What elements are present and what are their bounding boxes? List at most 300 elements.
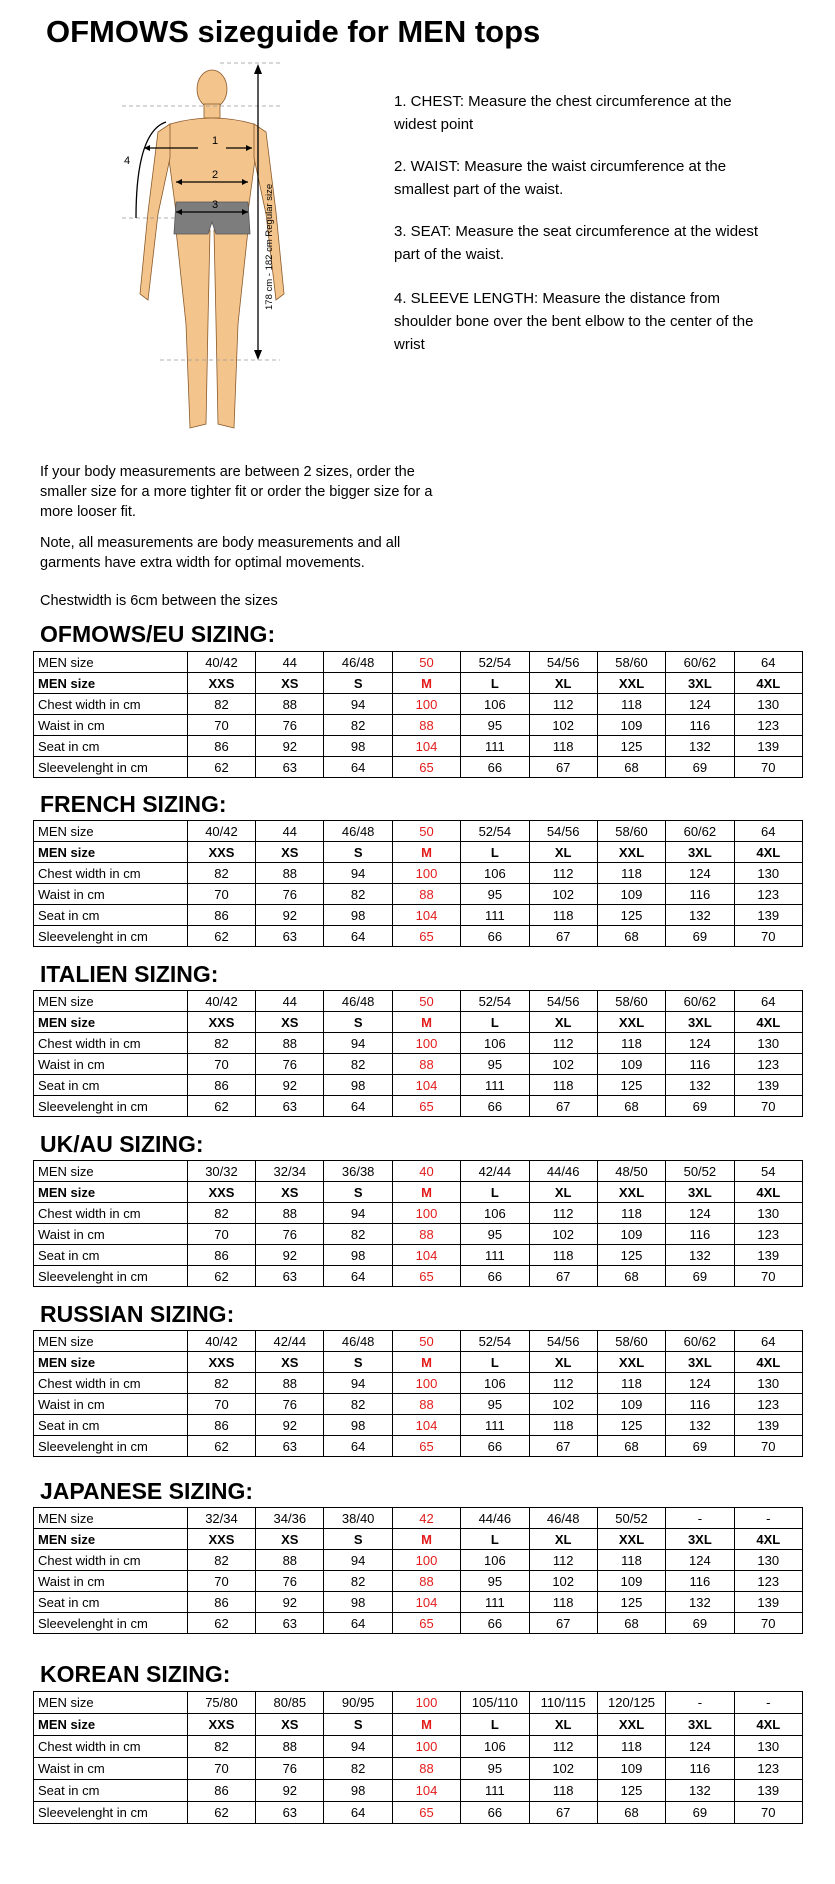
size-cell: 50 xyxy=(392,991,460,1012)
size-cell: XXS xyxy=(187,1529,255,1550)
size-cell: 116 xyxy=(666,1758,734,1780)
size-cell: 70 xyxy=(734,1436,802,1457)
size-cell: 130 xyxy=(734,694,802,715)
table-row xyxy=(34,842,803,863)
size-cell: M xyxy=(392,1012,460,1033)
row-label: Sleevelenght in cm xyxy=(34,926,188,947)
size-cell: 54/56 xyxy=(529,1331,597,1352)
size-cell: 60/62 xyxy=(666,991,734,1012)
size-cell: 92 xyxy=(256,1075,324,1096)
size-cell: 66 xyxy=(461,926,529,947)
row-label: MEN size xyxy=(34,1692,188,1714)
size-cell: 76 xyxy=(256,715,324,736)
size-cell: XS xyxy=(256,673,324,694)
size-cell: 123 xyxy=(734,1571,802,1592)
size-cell: 80/85 xyxy=(256,1692,324,1714)
size-cell: 64 xyxy=(324,757,392,778)
table-row xyxy=(34,1802,803,1824)
size-cell: 67 xyxy=(529,757,597,778)
size-cell: 3XL xyxy=(666,1012,734,1033)
table-row xyxy=(34,673,803,694)
size-cell: 62 xyxy=(187,926,255,947)
row-label: Waist in cm xyxy=(34,1571,188,1592)
size-cell: 82 xyxy=(187,694,255,715)
size-cell: XXS xyxy=(187,1352,255,1373)
size-cell: 63 xyxy=(256,1802,324,1824)
row-label: MEN size xyxy=(34,1182,188,1203)
size-cell: 100 xyxy=(392,1033,460,1054)
size-cell: 132 xyxy=(666,736,734,757)
size-cell: - xyxy=(734,1692,802,1714)
table-row xyxy=(34,1714,803,1736)
size-cell: 68 xyxy=(597,1613,665,1634)
size-cell: 62 xyxy=(187,757,255,778)
size-cell: 44/46 xyxy=(461,1508,529,1529)
table-row xyxy=(34,757,803,778)
sizing-table xyxy=(33,1330,803,1457)
size-cell: 50 xyxy=(392,821,460,842)
size-cell: 88 xyxy=(256,1033,324,1054)
size-cell: L xyxy=(461,1714,529,1736)
size-cell: 88 xyxy=(392,884,460,905)
section-title: OFMOWS/EU SIZING: xyxy=(40,621,276,647)
size-cell: 69 xyxy=(666,1096,734,1117)
row-label: MEN size xyxy=(34,991,188,1012)
size-cell: 139 xyxy=(734,1780,802,1802)
size-cell: 82 xyxy=(324,1394,392,1415)
size-cell: 132 xyxy=(666,905,734,926)
size-cell: 63 xyxy=(256,1266,324,1287)
size-cell: 88 xyxy=(256,1373,324,1394)
row-label: MEN size xyxy=(34,1331,188,1352)
row-label: MEN size xyxy=(34,842,188,863)
size-cell: 58/60 xyxy=(597,652,665,673)
row-label: Seat in cm xyxy=(34,1592,188,1613)
size-cell: S xyxy=(324,842,392,863)
row-label: Chest width in cm xyxy=(34,1203,188,1224)
size-cell: 118 xyxy=(529,1592,597,1613)
size-cell: 62 xyxy=(187,1802,255,1824)
size-cell: 95 xyxy=(461,1571,529,1592)
size-cell: 112 xyxy=(529,1373,597,1394)
size-cell: 60/62 xyxy=(666,1331,734,1352)
size-cell: 65 xyxy=(392,757,460,778)
size-cell: 64 xyxy=(734,991,802,1012)
size-cell: 116 xyxy=(666,715,734,736)
size-cell: 124 xyxy=(666,1373,734,1394)
size-cell: 4XL xyxy=(734,673,802,694)
sizing-table xyxy=(33,651,803,778)
size-cell: 86 xyxy=(187,736,255,757)
size-cell: 118 xyxy=(529,1245,597,1266)
size-cell: 102 xyxy=(529,715,597,736)
size-cell: 70 xyxy=(734,1266,802,1287)
size-cell: 82 xyxy=(187,1373,255,1394)
size-cell: L xyxy=(461,842,529,863)
size-cell: 70 xyxy=(734,757,802,778)
table-row xyxy=(34,905,803,926)
size-cell: 104 xyxy=(392,1780,460,1802)
size-cell: 40/42 xyxy=(187,991,255,1012)
size-cell: 60/62 xyxy=(666,821,734,842)
size-cell: 112 xyxy=(529,1203,597,1224)
size-cell: 94 xyxy=(324,1373,392,1394)
size-cell: 65 xyxy=(392,1436,460,1457)
size-cell: 68 xyxy=(597,1096,665,1117)
size-cell: 100 xyxy=(392,1373,460,1394)
size-cell: 95 xyxy=(461,1054,529,1075)
size-cell: 118 xyxy=(529,736,597,757)
size-cell: 66 xyxy=(461,1266,529,1287)
table-row xyxy=(34,1780,803,1802)
size-cell: 94 xyxy=(324,863,392,884)
row-label: MEN size xyxy=(34,652,188,673)
size-cell: 139 xyxy=(734,905,802,926)
size-cell: 3XL xyxy=(666,1714,734,1736)
size-cell: XL xyxy=(529,673,597,694)
size-cell: 130 xyxy=(734,1373,802,1394)
size-cell: XL xyxy=(529,842,597,863)
size-cell: 102 xyxy=(529,884,597,905)
size-cell: 4XL xyxy=(734,1529,802,1550)
instruction-sleeve: 4. SLEEVE LENGTH: Measure the distance from shoulder bone over the bent elbow to the center of the wrist xyxy=(394,290,754,353)
size-cell: XS xyxy=(256,1182,324,1203)
table-row xyxy=(34,1373,803,1394)
row-label: Chest width in cm xyxy=(34,694,188,715)
size-cell: 109 xyxy=(597,1054,665,1075)
row-label: Seat in cm xyxy=(34,1075,188,1096)
size-cell: XXL xyxy=(597,1352,665,1373)
size-cell: 86 xyxy=(187,1780,255,1802)
size-cell: XXL xyxy=(597,1714,665,1736)
size-cell: XXL xyxy=(597,842,665,863)
size-cell: XS xyxy=(256,1352,324,1373)
size-cell: 88 xyxy=(392,715,460,736)
size-cell: 124 xyxy=(666,1203,734,1224)
size-cell: 132 xyxy=(666,1245,734,1266)
size-cell: 111 xyxy=(461,1780,529,1802)
size-cell: 132 xyxy=(666,1075,734,1096)
marker-3: 3 xyxy=(212,199,219,211)
size-cell: 106 xyxy=(461,1736,529,1758)
size-cell: 109 xyxy=(597,1571,665,1592)
size-cell: 3XL xyxy=(666,673,734,694)
table-row xyxy=(34,1415,803,1436)
size-cell: 98 xyxy=(324,1415,392,1436)
size-cell: 88 xyxy=(256,863,324,884)
size-cell: 111 xyxy=(461,1245,529,1266)
size-cell: 104 xyxy=(392,1075,460,1096)
size-cell: 94 xyxy=(324,694,392,715)
size-cell: 130 xyxy=(734,1033,802,1054)
size-cell: 109 xyxy=(597,884,665,905)
size-cell: 65 xyxy=(392,1266,460,1287)
size-cell: 88 xyxy=(256,1550,324,1571)
size-cell: 118 xyxy=(597,1736,665,1758)
size-cell: 62 xyxy=(187,1096,255,1117)
size-cell: 94 xyxy=(324,1736,392,1758)
size-cell: 98 xyxy=(324,1780,392,1802)
marker-4: 4 xyxy=(124,155,131,167)
size-cell: 132 xyxy=(666,1415,734,1436)
size-cell: XXS xyxy=(187,1012,255,1033)
table-row xyxy=(34,1033,803,1054)
size-cell: 123 xyxy=(734,1054,802,1075)
size-cell: 95 xyxy=(461,1224,529,1245)
size-cell: 100 xyxy=(392,1203,460,1224)
size-cell: 125 xyxy=(597,1780,665,1802)
size-cell: 94 xyxy=(324,1550,392,1571)
size-cell: 98 xyxy=(324,905,392,926)
size-cell: S xyxy=(324,1714,392,1736)
size-cell: 58/60 xyxy=(597,991,665,1012)
size-cell: 52/54 xyxy=(461,991,529,1012)
size-cell: 70 xyxy=(187,884,255,905)
size-cell: 82 xyxy=(187,1203,255,1224)
size-cell: 64 xyxy=(324,1096,392,1117)
size-cell: XS xyxy=(256,1529,324,1550)
table-row xyxy=(34,1096,803,1117)
size-cell: 70 xyxy=(187,1224,255,1245)
size-cell: 82 xyxy=(324,1758,392,1780)
size-cell: 88 xyxy=(392,1758,460,1780)
table-row xyxy=(34,1508,803,1529)
size-cell: 48/50 xyxy=(597,1161,665,1182)
row-label: Sleevelenght in cm xyxy=(34,1096,188,1117)
size-cell: 46/48 xyxy=(529,1508,597,1529)
size-cell: 64 xyxy=(734,652,802,673)
row-label: Chest width in cm xyxy=(34,1373,188,1394)
size-cell: 4XL xyxy=(734,1352,802,1373)
size-cell: 54 xyxy=(734,1161,802,1182)
size-cell: XS xyxy=(256,842,324,863)
row-label: Seat in cm xyxy=(34,1245,188,1266)
size-cell: 130 xyxy=(734,1550,802,1571)
size-cell: 62 xyxy=(187,1613,255,1634)
table-row xyxy=(34,1012,803,1033)
size-cell: 76 xyxy=(256,1758,324,1780)
size-cell: 44/46 xyxy=(529,1161,597,1182)
section-title: FRENCH SIZING: xyxy=(40,791,227,817)
size-cell: 125 xyxy=(597,1415,665,1436)
section-title: ITALIEN SIZING: xyxy=(40,961,219,987)
size-cell: 64 xyxy=(324,1266,392,1287)
size-cell: 70 xyxy=(187,1394,255,1415)
size-cell: 123 xyxy=(734,884,802,905)
size-cell: 54/56 xyxy=(529,991,597,1012)
size-cell: 123 xyxy=(734,1224,802,1245)
size-cell: 66 xyxy=(461,1613,529,1634)
instruction-waist: 2. WAIST: Measure the waist circumference at the smallest part of the waist. xyxy=(394,158,727,198)
row-label: Waist in cm xyxy=(34,1224,188,1245)
size-cell: 63 xyxy=(256,1613,324,1634)
size-cell: 64 xyxy=(324,1613,392,1634)
size-cell: 32/34 xyxy=(256,1161,324,1182)
size-cell: 67 xyxy=(529,1096,597,1117)
size-cell: 92 xyxy=(256,1415,324,1436)
size-cell: 63 xyxy=(256,926,324,947)
size-cell: 52/54 xyxy=(461,1331,529,1352)
row-label: Waist in cm xyxy=(34,1394,188,1415)
size-cell: 106 xyxy=(461,1033,529,1054)
size-cell: 106 xyxy=(461,1550,529,1571)
size-cell: 70 xyxy=(734,1802,802,1824)
size-cell: 76 xyxy=(256,1571,324,1592)
size-cell: 88 xyxy=(392,1054,460,1075)
size-cell: 4XL xyxy=(734,842,802,863)
size-cell: 109 xyxy=(597,1224,665,1245)
table-row xyxy=(34,1692,803,1714)
size-cell: L xyxy=(461,673,529,694)
size-cell: 118 xyxy=(529,1780,597,1802)
note-chestwidth: Chestwidth is 6cm between the sizes xyxy=(40,593,278,609)
size-cell: 111 xyxy=(461,1592,529,1613)
row-label: Chest width in cm xyxy=(34,1550,188,1571)
size-cell: 58/60 xyxy=(597,1331,665,1352)
size-cell: 139 xyxy=(734,1415,802,1436)
row-label: Sleevelenght in cm xyxy=(34,757,188,778)
size-cell: 60/62 xyxy=(666,652,734,673)
size-cell: 82 xyxy=(324,1571,392,1592)
size-cell: 123 xyxy=(734,1394,802,1415)
table-row xyxy=(34,1436,803,1457)
row-label: Sleevelenght in cm xyxy=(34,1436,188,1457)
size-cell: 82 xyxy=(324,884,392,905)
size-cell: 70 xyxy=(187,1054,255,1075)
row-label: Chest width in cm xyxy=(34,1033,188,1054)
row-label: MEN size xyxy=(34,821,188,842)
table-row xyxy=(34,926,803,947)
size-cell: XXS xyxy=(187,1182,255,1203)
table-row xyxy=(34,1161,803,1182)
size-cell: 63 xyxy=(256,1096,324,1117)
size-cell: 86 xyxy=(187,905,255,926)
instruction-chest: 1. CHEST: Measure the chest circumference at the widest point xyxy=(394,93,732,133)
table-row xyxy=(34,1224,803,1245)
table-row xyxy=(34,736,803,757)
size-cell: S xyxy=(324,1352,392,1373)
sizing-table xyxy=(33,1691,803,1824)
size-cell: 82 xyxy=(324,1054,392,1075)
table-row xyxy=(34,1331,803,1352)
row-label: Sleevelenght in cm xyxy=(34,1802,188,1824)
table-row xyxy=(34,991,803,1012)
size-cell: 102 xyxy=(529,1571,597,1592)
size-cell: 44 xyxy=(256,652,324,673)
row-label: MEN size xyxy=(34,673,188,694)
size-cell: 98 xyxy=(324,736,392,757)
size-cell: 44 xyxy=(256,821,324,842)
size-cell: 86 xyxy=(187,1245,255,1266)
size-cell: L xyxy=(461,1352,529,1373)
size-cell: 70 xyxy=(187,1571,255,1592)
size-cell: 111 xyxy=(461,905,529,926)
size-cell: 116 xyxy=(666,884,734,905)
size-cell: 32/34 xyxy=(187,1508,255,1529)
note-body-measurements: Note, all measurements are body measurements and all garments have extra width for optimal movements. xyxy=(40,535,401,571)
table-row xyxy=(34,1352,803,1373)
table-row xyxy=(34,652,803,673)
size-cell: S xyxy=(324,1012,392,1033)
size-cell: 62 xyxy=(187,1266,255,1287)
size-cell: 125 xyxy=(597,1245,665,1266)
size-cell: M xyxy=(392,1182,460,1203)
size-cell: 132 xyxy=(666,1592,734,1613)
row-label: MEN size xyxy=(34,1508,188,1529)
size-cell: L xyxy=(461,1182,529,1203)
size-cell: 111 xyxy=(461,1415,529,1436)
size-cell: 70 xyxy=(187,715,255,736)
size-cell: 82 xyxy=(187,1033,255,1054)
size-cell: 130 xyxy=(734,1736,802,1758)
size-cell: 63 xyxy=(256,1436,324,1457)
size-cell: 125 xyxy=(597,905,665,926)
size-cell: 40/42 xyxy=(187,652,255,673)
size-cell: XS xyxy=(256,1012,324,1033)
size-cell: 46/48 xyxy=(324,991,392,1012)
size-cell: 130 xyxy=(734,1203,802,1224)
table-row xyxy=(34,863,803,884)
size-cell: 118 xyxy=(529,905,597,926)
size-cell: 67 xyxy=(529,1613,597,1634)
size-cell: 64 xyxy=(734,1331,802,1352)
size-cell: 67 xyxy=(529,1436,597,1457)
size-cell: 88 xyxy=(256,1203,324,1224)
size-cell: 92 xyxy=(256,1592,324,1613)
table-row xyxy=(34,1394,803,1415)
size-cell: 69 xyxy=(666,1802,734,1824)
size-cell: 123 xyxy=(734,1758,802,1780)
size-cell: 139 xyxy=(734,1245,802,1266)
table-row xyxy=(34,1613,803,1634)
size-cell: 68 xyxy=(597,926,665,947)
size-cell: 46/48 xyxy=(324,652,392,673)
size-cell: 70 xyxy=(734,926,802,947)
size-cell: 95 xyxy=(461,884,529,905)
row-label: Chest width in cm xyxy=(34,863,188,884)
size-cell: 94 xyxy=(324,1203,392,1224)
table-row xyxy=(34,1529,803,1550)
size-cell: 34/36 xyxy=(256,1508,324,1529)
size-cell: 102 xyxy=(529,1054,597,1075)
size-cell: 4XL xyxy=(734,1714,802,1736)
size-cell: XXL xyxy=(597,1529,665,1550)
size-cell: 88 xyxy=(256,694,324,715)
row-label: Chest width in cm xyxy=(34,1736,188,1758)
size-cell: 40 xyxy=(392,1161,460,1182)
size-cell: 112 xyxy=(529,694,597,715)
size-cell: XXS xyxy=(187,1714,255,1736)
size-cell: 38/40 xyxy=(324,1508,392,1529)
size-cell: 92 xyxy=(256,905,324,926)
size-cell: 92 xyxy=(256,1780,324,1802)
size-cell: 95 xyxy=(461,715,529,736)
size-cell: XXL xyxy=(597,1182,665,1203)
size-cell: 139 xyxy=(734,1592,802,1613)
row-label: Waist in cm xyxy=(34,1054,188,1075)
size-cell: 124 xyxy=(666,1550,734,1571)
size-cell: 40/42 xyxy=(187,1331,255,1352)
size-cell: 66 xyxy=(461,757,529,778)
size-cell: 42 xyxy=(392,1508,460,1529)
size-cell: 52/54 xyxy=(461,652,529,673)
row-label: MEN size xyxy=(34,1352,188,1373)
note-between-sizes: If your body measurements are between 2 sizes, order the smaller size for a more tighter fit or order the bigger size for a more looser fit. xyxy=(40,464,433,520)
row-label: Seat in cm xyxy=(34,736,188,757)
size-cell: 67 xyxy=(529,1802,597,1824)
size-cell: XL xyxy=(529,1714,597,1736)
size-cell: 82 xyxy=(187,863,255,884)
